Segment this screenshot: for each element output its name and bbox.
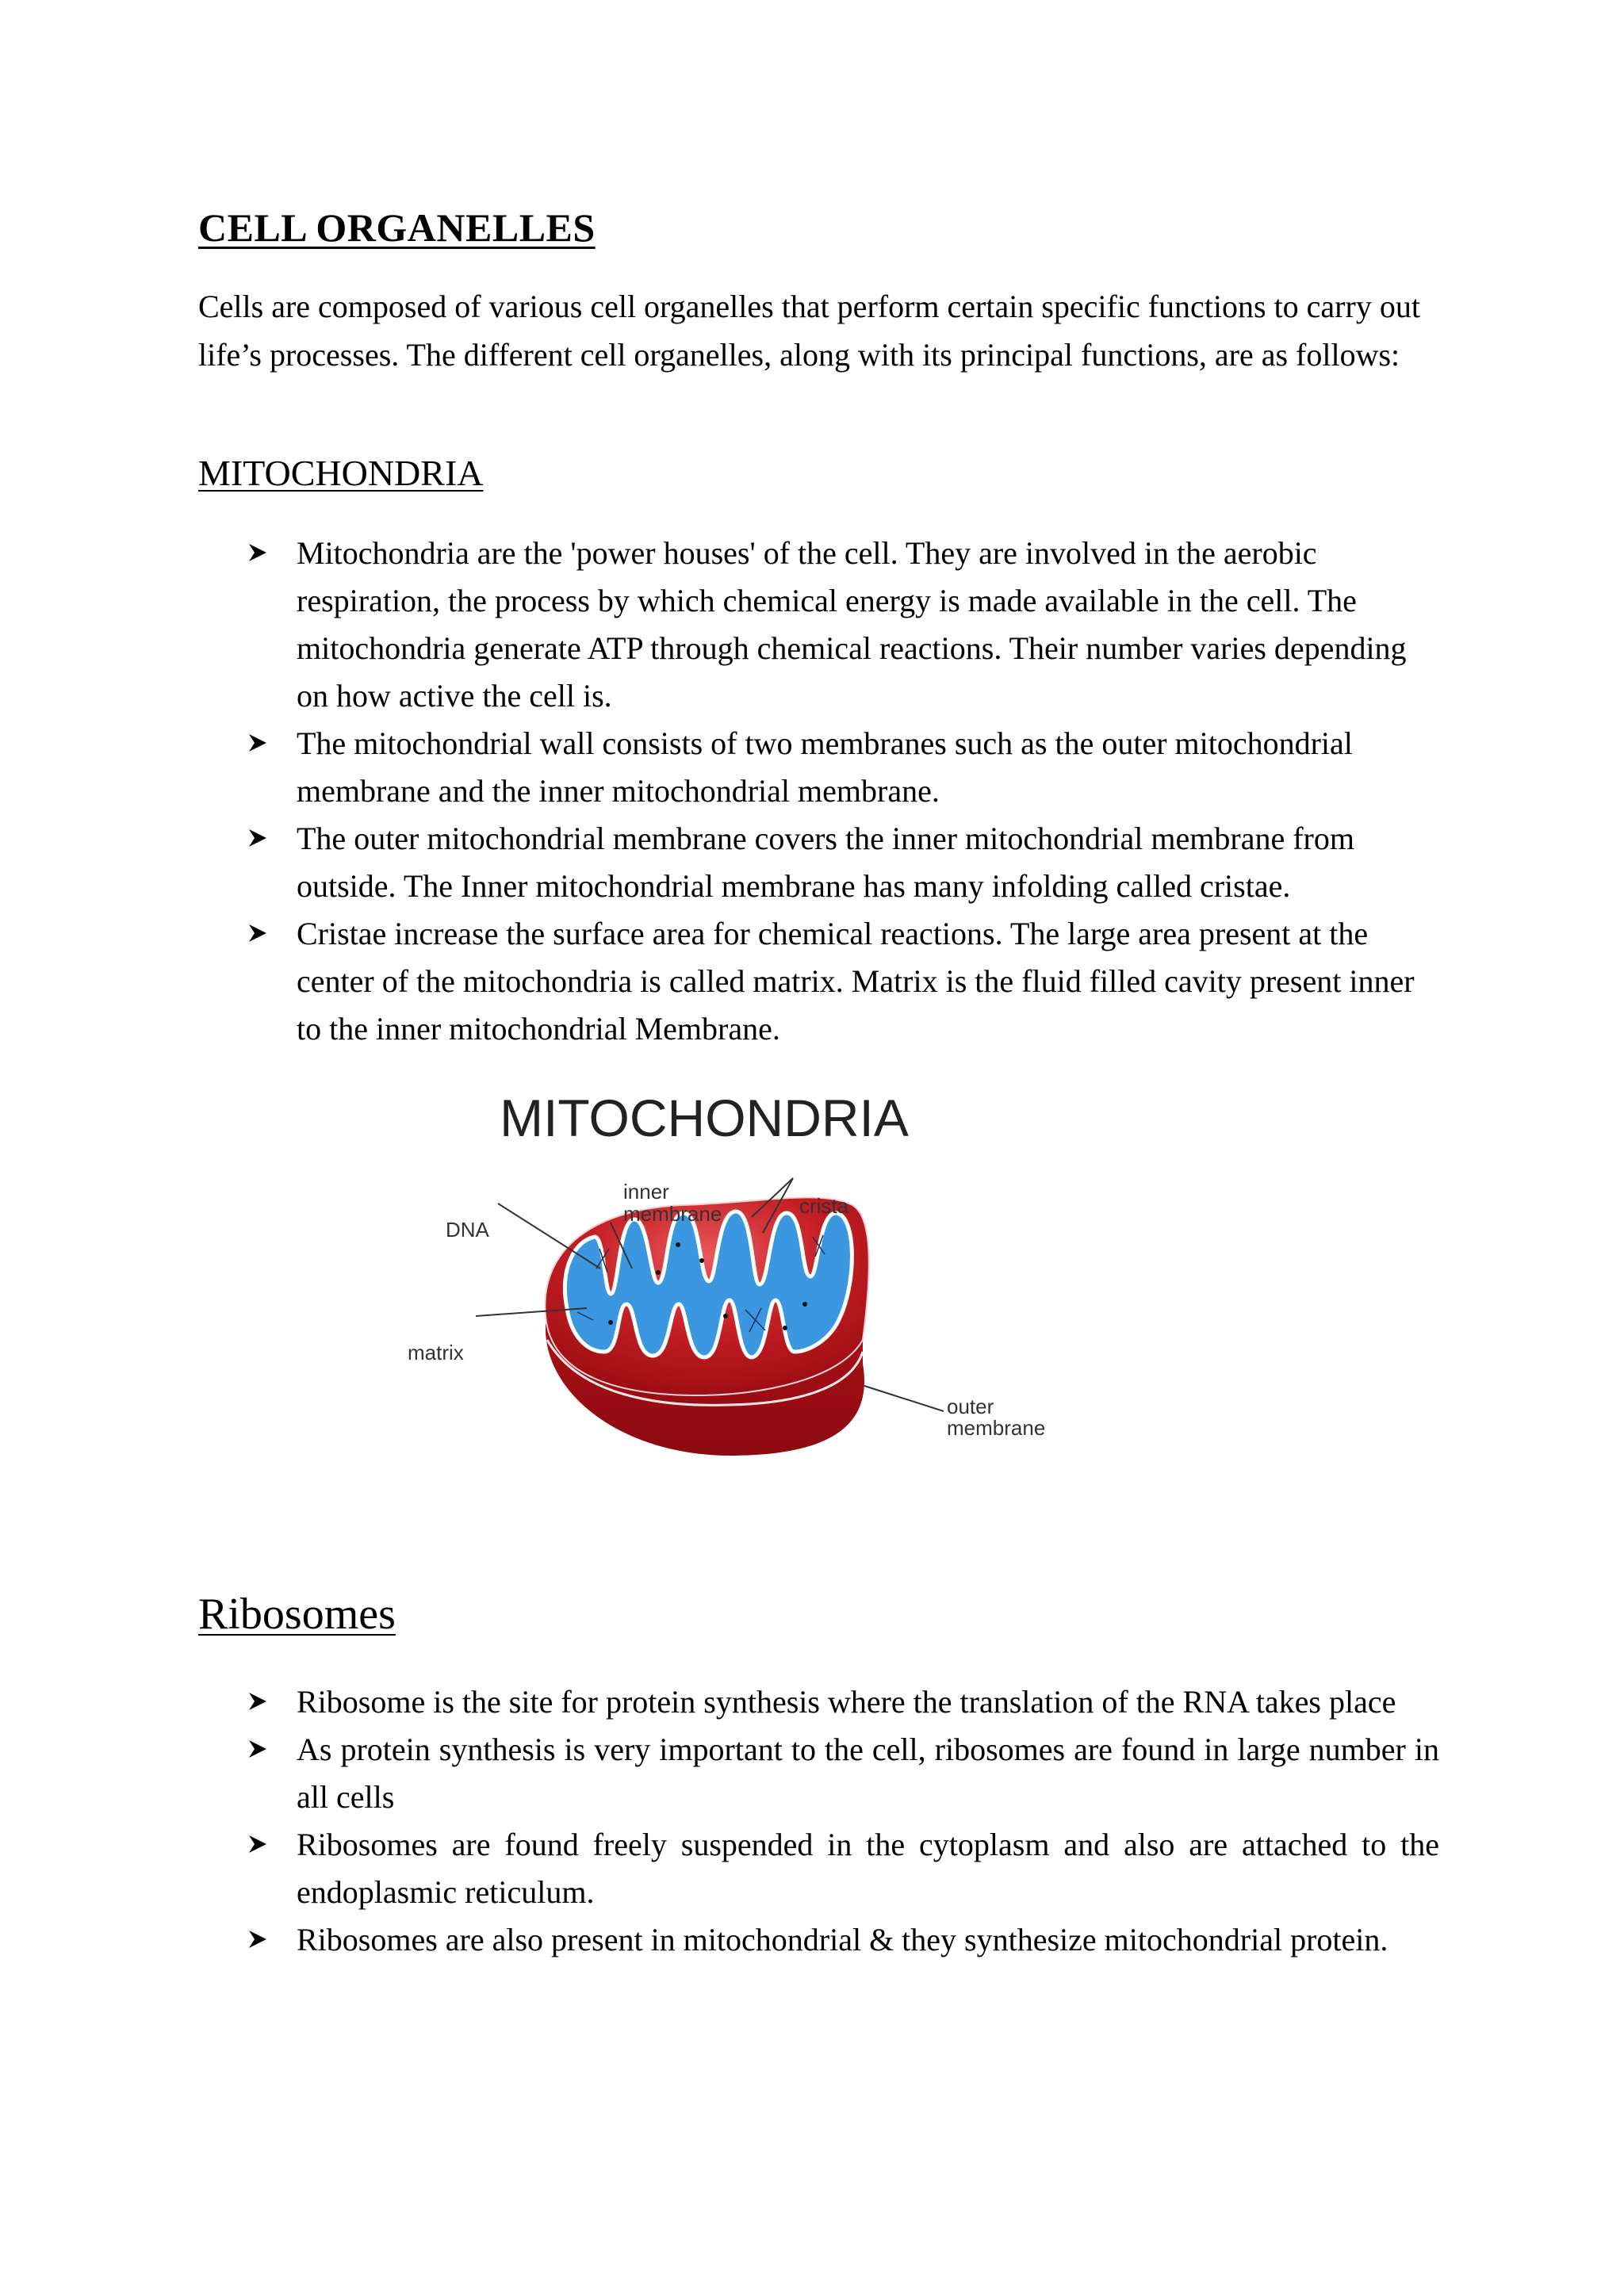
list-item bbox=[198, 1821, 1439, 1916]
label-matrix: matrix bbox=[408, 1341, 464, 1364]
mitochondria-heading: MITOCHONDRIA bbox=[198, 453, 484, 493]
ribosomes-bullet-list bbox=[198, 1678, 1439, 1964]
label-outer-membrane-line2: membrane bbox=[947, 1416, 1046, 1440]
bullet-text: Ribosomes are also present in mitochondrial & they synthesize mitochondrial protein. bbox=[297, 1922, 1388, 1957]
label-inner-membrane-line1: inner bbox=[623, 1180, 669, 1203]
mitochondria-diagram bbox=[396, 1078, 1055, 1475]
arrow-bullet-icon bbox=[247, 910, 268, 943]
bullet-text: Cristae increase the surface area for chemical reactions. The large area present at the center of the mitochondria is called matrix. Matrix is the fluid filled cavity present inner to the inner mitochondrial Membrane. bbox=[297, 916, 1415, 1047]
bullet-text: Ribosomes are found freely suspended in the cytoplasm and also are attached to the endoplasmic reticulum. bbox=[297, 1827, 1439, 1910]
list-item bbox=[198, 910, 1435, 1053]
list-item bbox=[198, 1726, 1439, 1821]
arrow-bullet-icon bbox=[247, 1726, 268, 1759]
intro-paragraph: Cells are composed of various cell organelles that perform certain specific functions to carry out life’s processes. The different cell organelles, along with its principal functions, are as follows: bbox=[198, 289, 1420, 373]
label-dna: DNA bbox=[446, 1218, 489, 1242]
bullet-text: Ribosome is the site for protein synthesis where the translation of the RNA takes place bbox=[297, 1684, 1396, 1720]
list-item bbox=[198, 720, 1435, 815]
arrow-bullet-icon bbox=[247, 720, 268, 753]
list-item bbox=[198, 1678, 1439, 1726]
arrow-bullet-icon bbox=[247, 815, 268, 848]
label-crista: crista bbox=[799, 1194, 849, 1218]
bullet-text: The mitochondrial wall consists of two membranes such as the outer mitochondrial membrane and the inner mitochondrial membrane. bbox=[297, 725, 1353, 809]
label-outer-membrane-line1: outer bbox=[947, 1395, 994, 1418]
arrow-bullet-icon bbox=[247, 1821, 268, 1854]
arrow-bullet-icon bbox=[247, 1916, 268, 1950]
arrow-bullet-icon bbox=[247, 1678, 268, 1712]
page-title: CELL ORGANELLES bbox=[198, 205, 596, 250]
list-item bbox=[198, 530, 1435, 720]
label-inner-membrane-line2: membrane bbox=[623, 1202, 722, 1226]
bullet-text: The outer mitochondrial membrane covers the inner mitochondrial membrane from outside. The Inner mitochondrial membrane has many infolding called cristae. bbox=[297, 821, 1354, 904]
list-item bbox=[198, 1916, 1439, 1964]
arrow-bullet-icon bbox=[247, 530, 268, 563]
diagram-title: MITOCHONDRIA bbox=[500, 1089, 909, 1147]
bullet-text: As protein synthesis is very important to the cell, ribosomes are found in large number in all cells bbox=[297, 1732, 1439, 1815]
bullet-text: Mitochondria are the 'power houses' of the cell. They are involved in the aerobic respiration, the process by which chemical energy is made available in the cell. The mitochondria generate ATP through chemical reactions. Their number varies depending on how active the cell is. bbox=[297, 535, 1407, 714]
list-item bbox=[198, 815, 1435, 910]
mitochondria-bullet-list bbox=[198, 530, 1435, 1053]
ribosomes-heading: Ribosomes bbox=[198, 1590, 396, 1639]
